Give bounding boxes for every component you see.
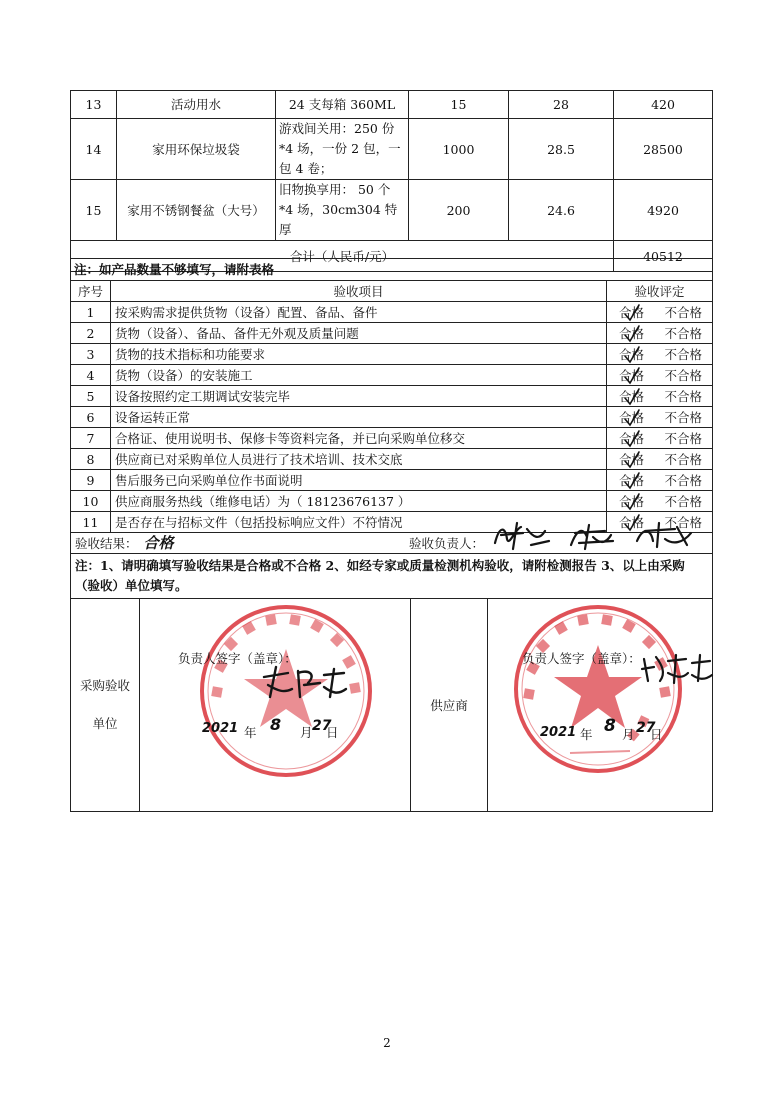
item-price: 28.5	[509, 119, 614, 180]
item-price: 28	[509, 91, 614, 119]
buyer-date-day-suffix: 日	[326, 725, 339, 740]
acceptance-eval	[607, 365, 713, 386]
pass-option: 合格	[619, 451, 645, 467]
acceptance-item-text: 货物（设备）、备品、备件无外观及质量问题	[111, 323, 607, 344]
fail-option: 不合格	[664, 304, 703, 320]
acceptance-no: 11	[71, 512, 111, 533]
acceptance-no: 1	[71, 302, 111, 323]
item-price: 24.6	[509, 180, 614, 241]
header-item: 验收项目	[111, 281, 607, 302]
supplier-seal	[510, 601, 686, 777]
acceptance-eval	[607, 407, 713, 428]
buyer-label-2: 单位	[92, 716, 118, 731]
pass-option: 合格	[619, 304, 645, 320]
item-no: 14	[71, 119, 117, 180]
acceptance-item-text: 货物（设备）的安装施工	[111, 365, 607, 386]
acceptance-no: 6	[71, 407, 111, 428]
note-top: 注：如产品数量不够填写，请附表格	[71, 259, 713, 281]
acceptance-row	[71, 407, 713, 428]
acceptance-row	[71, 470, 713, 491]
supplier-signature-area	[488, 599, 712, 811]
item-row	[71, 119, 713, 180]
acceptance-no: 2	[71, 323, 111, 344]
buyer-unit-cell	[71, 599, 140, 812]
supplier-cell: 供应商	[411, 599, 488, 812]
item-spec-line: 包 4 卷；	[279, 161, 333, 176]
result-handwritten: 合格	[143, 533, 174, 552]
acceptance-no: 7	[71, 428, 111, 449]
item-name: 家用不锈钢餐盆（大号）	[117, 180, 276, 241]
pass-option: 合格	[619, 388, 645, 404]
acceptance-eval	[607, 302, 713, 323]
fail-option: 不合格	[664, 451, 703, 467]
acceptance-row	[71, 302, 713, 323]
pass-option: 合格	[619, 409, 645, 425]
fail-option: 不合格	[664, 430, 703, 446]
pass-option: 合格	[619, 367, 645, 383]
signature-table	[70, 598, 713, 812]
pass-option: 合格	[619, 346, 645, 362]
supplier-handwritten-signature	[638, 651, 714, 687]
acceptance-eval	[607, 428, 713, 449]
result-row	[71, 533, 713, 554]
acceptance-eval	[607, 491, 713, 512]
acceptance-eval	[607, 323, 713, 344]
acceptance-row	[71, 365, 713, 386]
pass-option: 合格	[619, 514, 645, 530]
buyer-sign-label: 负责人签字（盖章）：	[178, 651, 297, 666]
supplier-date-year-suffix: 年	[580, 727, 593, 742]
item-spec	[276, 119, 409, 180]
acceptance-eval	[607, 470, 713, 491]
acceptance-row	[71, 344, 713, 365]
acceptance-no: 3	[71, 344, 111, 365]
acceptance-no: 4	[71, 365, 111, 386]
item-qty: 15	[409, 91, 509, 119]
buyer-signature-area	[140, 599, 410, 811]
total-value: 40512	[614, 241, 713, 272]
pass-option: 合格	[619, 472, 645, 488]
pass-option: 合格	[619, 325, 645, 341]
item-spec-line: 24 支每箱 360ML	[288, 96, 396, 112]
acceptance-item-text: 货物的技术指标和功能要求	[111, 344, 607, 365]
result-label: 验收结果：	[75, 535, 138, 551]
item-qty: 200	[409, 180, 509, 241]
buyer-handwritten-signature	[258, 663, 348, 703]
pass-option: 合格	[619, 430, 645, 446]
supplier-date-day-suffix: 日	[650, 727, 663, 742]
item-spec-line: *4 场，一份 2 包，一	[279, 141, 401, 156]
acceptance-row	[71, 428, 713, 449]
header-no: 序号	[71, 281, 111, 302]
item-spec	[276, 91, 409, 119]
item-no: 13	[71, 91, 117, 119]
responsible-signatures	[487, 519, 717, 553]
acceptance-eval	[607, 344, 713, 365]
item-no: 15	[71, 180, 117, 241]
supplier-sign-label: 负责人签字（盖章）：	[522, 651, 641, 666]
total-label: 合计（人民币/元）	[71, 241, 614, 272]
buyer-date-month-suffix: 月	[300, 725, 313, 740]
acceptance-no: 8	[71, 449, 111, 470]
supplier-date-year: 2021	[540, 725, 577, 740]
supplier-date-month: 8	[604, 716, 616, 736]
buyer-label-1: 采购验收	[79, 678, 130, 693]
fail-option: 不合格	[664, 346, 703, 362]
fail-option: 不合格	[664, 388, 703, 404]
item-total: 420	[614, 91, 713, 119]
acceptance-item-text: 按采购需求提供货物（设备）配置、备品、备件	[111, 302, 607, 323]
item-row	[71, 91, 713, 119]
item-total: 28500	[614, 119, 713, 180]
acceptance-item-text: 是否存在与招标文件（包括投标响应文件）不符情况	[111, 512, 607, 533]
header-eval: 验收评定	[607, 281, 713, 302]
item-qty: 1000	[409, 119, 509, 180]
supplier-date-month-suffix: 月	[622, 727, 635, 742]
acceptance-no: 5	[71, 386, 111, 407]
fail-option: 不合格	[664, 409, 703, 425]
acceptance-item-text: 供应商服务热线（维修电话）为（ 18123676137 ）	[111, 491, 607, 512]
acceptance-table	[70, 258, 713, 599]
acceptance-item-text: 供应商已对采购单位人员进行了技术培训、技术交底	[111, 449, 607, 470]
acceptance-row	[71, 449, 713, 470]
acceptance-item-text: 设备按照约定工期调试安装完毕	[111, 386, 607, 407]
item-total: 4920	[614, 180, 713, 241]
supplier-date-day: 27	[636, 720, 656, 736]
acceptance-row	[71, 386, 713, 407]
acceptance-item-text: 设备运转正常	[111, 407, 607, 428]
acceptance-eval	[607, 449, 713, 470]
fail-option: 不合格	[664, 325, 703, 341]
item-spec-line: 游戏间关用：250 份	[279, 121, 395, 136]
responsible-label: 验收负责人：	[409, 536, 485, 551]
item-spec	[276, 180, 409, 241]
acceptance-eval	[607, 386, 713, 407]
acceptance-no: 10	[71, 491, 111, 512]
fail-option: 不合格	[664, 493, 703, 509]
buyer-date-day: 27	[312, 718, 332, 734]
fail-option: 不合格	[664, 514, 703, 530]
page-number: 2	[383, 1036, 391, 1050]
item-spec-line: 旧物换享用： 50 个	[279, 182, 391, 197]
acceptance-row	[71, 491, 713, 512]
acceptance-no: 9	[71, 470, 111, 491]
item-name: 家用环保垃圾袋	[117, 119, 276, 180]
buyer-date-month: 8	[270, 715, 282, 734]
pass-option: 合格	[619, 493, 645, 509]
acceptance-item-text: 合格证、使用说明书、保修卡等资料完备，并已向采购单位移交	[111, 428, 607, 449]
acceptance-item-text: 售后服务已向采购单位作书面说明	[111, 470, 607, 491]
acceptance-row	[71, 323, 713, 344]
note-bottom: 注：1、请明确填写验收结果是合格或不合格 2、如经专家或质量检测机构验收，请附检测报告 3、以上由采购（验收）单位填写。	[71, 554, 713, 599]
acceptance-header	[71, 281, 713, 302]
fail-option: 不合格	[664, 367, 703, 383]
items-table	[70, 90, 713, 272]
item-name: 活动用水	[117, 91, 276, 119]
fail-option: 不合格	[664, 472, 703, 488]
buyer-date-year-suffix: 年	[244, 725, 257, 740]
item-spec-line: *4 场，30cm304 特厚	[279, 202, 398, 237]
buyer-date-year: 2021	[202, 721, 239, 736]
item-row	[71, 180, 713, 241]
